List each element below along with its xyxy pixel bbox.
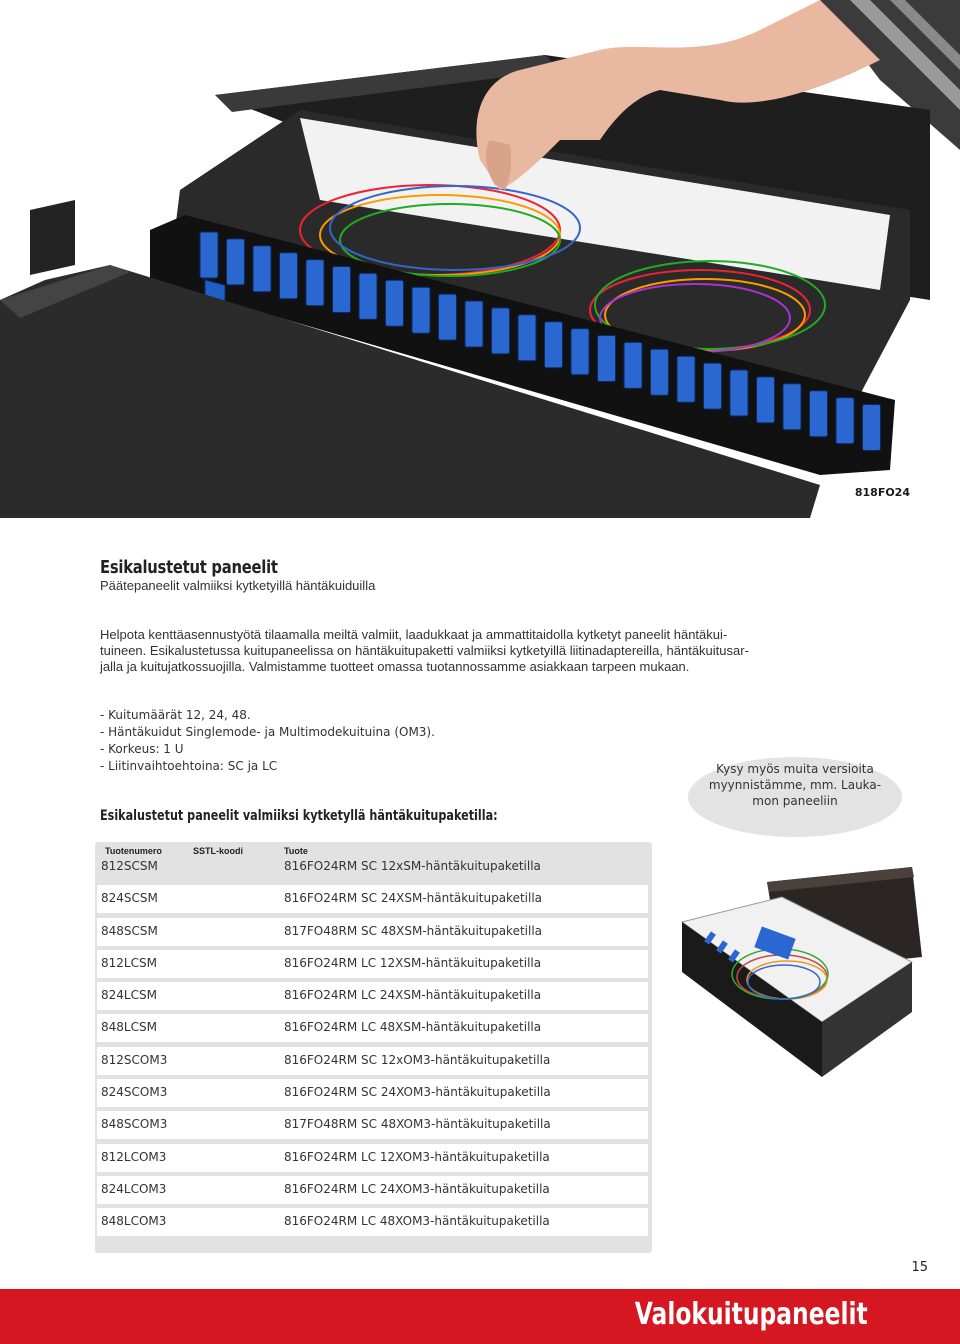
- product-number-cell: 824SCSM: [101, 891, 158, 906]
- table-body: [97, 853, 648, 1241]
- hero-product-photo: [0, 0, 960, 518]
- intro-paragraph: [100, 627, 860, 675]
- secondary-product-photo: [672, 862, 922, 1102]
- feature-item: - Häntäkuidut Singlemode- ja Multimodekuituina (OM3).: [100, 725, 435, 739]
- product-cell: 816FO24RM SC 24XSM-häntäkuitupaketilla: [284, 891, 543, 906]
- table-row: [97, 853, 648, 879]
- column-header-product-number: Tuotenumero: [105, 846, 162, 856]
- feature-list: [100, 707, 435, 775]
- table-row: [97, 885, 648, 913]
- page-number: 15: [911, 1260, 928, 1275]
- feature-item: - Liitinvaihtoehtoina: SC ja LC: [100, 759, 278, 773]
- product-cell: 816FO24RM SC 12xSM-häntäkuitupaketilla: [284, 859, 541, 873]
- sc-adapter: [624, 342, 642, 388]
- sc-adapter: [306, 260, 324, 306]
- product-cell: 816FO24RM SC 24XOM3-häntäkuitupaketilla: [284, 1085, 551, 1100]
- callout-line: myynnistämme, mm. Lauka-: [708, 778, 882, 792]
- sc-adapter: [757, 377, 775, 423]
- product-number-cell: 812SCOM3: [101, 1052, 168, 1067]
- column-header-sstl-code: SSTL-koodi: [193, 846, 243, 856]
- product-number-cell: 848LCOM3: [101, 1214, 167, 1229]
- intro-line: tuineen. Esikalustetussa kuitupaneelissa on häntäkuitupaketti valmiiksi kytketyillä liitinadaptereilla, häntäkuitusar-: [100, 643, 749, 658]
- sc-adapter: [465, 301, 483, 347]
- product-cell: 817FO48RM SC 48XSM-häntäkuitupaketilla: [284, 923, 543, 938]
- section-title: Esikalustetut paneelit: [100, 557, 278, 578]
- sc-adapter: [651, 349, 669, 395]
- product-cell: 816FO24RM LC 24XOM3-häntäkuitupaketilla: [284, 1181, 550, 1196]
- sc-adapter: [783, 384, 801, 430]
- hero-product-code: 818FO24: [854, 486, 910, 499]
- product-cell: 816FO24RM LC 12XOM3-häntäkuitupaketilla: [284, 1149, 550, 1164]
- sc-adapter: [333, 267, 351, 313]
- column-header-product: Tuote: [284, 846, 308, 856]
- footer-title: Valokuitupaneelit: [635, 1297, 868, 1332]
- sc-adapter: [571, 329, 589, 375]
- product-number-cell: 824SCOM3: [101, 1085, 168, 1100]
- product-number-cell: 848LCSM: [101, 1020, 157, 1035]
- sc-adapter: [518, 315, 536, 361]
- product-cell: 816FO24RM LC 48XSM-häntäkuitupaketilla: [284, 1020, 542, 1035]
- sc-adapter: [545, 322, 563, 368]
- product-cell: 817FO48RM SC 48XOM3-häntäkuitupaketilla: [284, 1117, 551, 1132]
- table-row: [97, 982, 648, 1010]
- feature-item: - Kuitumäärät 12, 24, 48.: [100, 708, 251, 722]
- callout-line: mon paneeliin: [752, 794, 838, 808]
- sc-adapter: [386, 280, 404, 326]
- sc-adapter: [598, 336, 616, 382]
- table-row: [97, 950, 648, 978]
- table-row: [97, 1014, 648, 1042]
- open-fiber-panel-illustration: [672, 862, 922, 1102]
- sc-adapter: [677, 356, 695, 402]
- sc-adapter: [810, 391, 828, 437]
- table-row: [97, 1176, 648, 1204]
- table-row: [97, 918, 648, 946]
- product-number-cell: 812SCSM: [101, 859, 158, 873]
- table-row: [97, 1208, 648, 1236]
- table-row: [97, 1144, 648, 1172]
- product-number-cell: 824LCSM: [101, 988, 157, 1003]
- product-number-cell: 848SCOM3: [101, 1117, 168, 1132]
- sc-adapter: [227, 239, 245, 285]
- sc-adapter: [359, 273, 377, 319]
- section-subtitle: Päätepaneelit valmiiksi kytketyillä häntäkuiduilla: [100, 578, 376, 593]
- table-row: [97, 1047, 648, 1075]
- product-cell: 816FO24RM SC 12xOM3-häntäkuitupaketilla: [284, 1052, 551, 1067]
- product-cell: 816FO24RM LC 24XSM-häntäkuitupaketilla: [284, 988, 542, 1003]
- product-number-cell: 812LCSM: [101, 955, 157, 970]
- fiber-panel-illustration: [0, 0, 960, 518]
- sc-adapter: [280, 253, 298, 299]
- sc-adapter: [492, 308, 510, 354]
- callout-line: Kysy myös muita versioita: [716, 762, 874, 776]
- sc-adapter: [730, 370, 748, 416]
- table-row: [97, 1111, 648, 1139]
- product-cell: 816FO24RM LC 48XOM3-häntäkuitupaketilla: [284, 1214, 550, 1229]
- sc-adapter: [836, 398, 854, 444]
- sc-adapter: [439, 294, 457, 340]
- sc-adapter: [412, 287, 430, 333]
- callout-text: [688, 761, 902, 809]
- table-row: [97, 1079, 648, 1107]
- product-number-cell: 848SCSM: [101, 923, 158, 938]
- feature-item: - Korkeus: 1 U: [100, 742, 184, 756]
- sc-adapter: [863, 405, 881, 451]
- intro-line: Helpota kenttäasennustyötä tilaamalla meiltä valmiit, laadukkaat ja ammattitaidolla kytketyt paneelit häntäkui-: [100, 627, 728, 642]
- product-number-cell: 812LCOM3: [101, 1149, 167, 1164]
- product-cell: 816FO24RM LC 12XSM-häntäkuitupaketilla: [284, 955, 542, 970]
- sc-adapter: [704, 363, 722, 409]
- sc-adapter: [200, 232, 218, 278]
- product-number-cell: 824LCOM3: [101, 1181, 167, 1196]
- sc-adapter: [253, 246, 271, 292]
- table-heading: Esikalustetut paneelit valmiiksi kytketyllä häntäkuitupaketilla:: [100, 808, 498, 824]
- intro-line: jalla ja kuitujatkossuojilla. Valmistamme tuotteet omassa tuotannossamme asiakkaan tarpeen mukaan.: [100, 659, 690, 674]
